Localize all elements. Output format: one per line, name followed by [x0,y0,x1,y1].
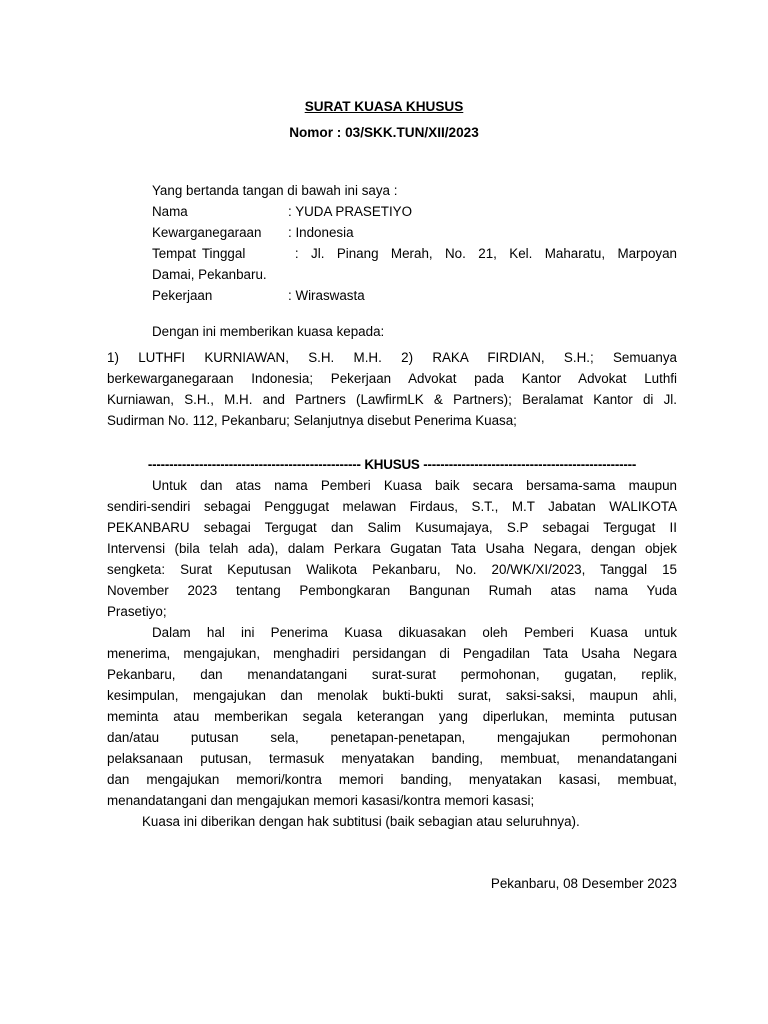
name-label: Nama [152,204,188,219]
paragraph2-line: pelaksanaan putusan, termasuk menyatakan banding, membuat, menandatangani [107,751,677,766]
paragraph2-line: kesimpulan, mengajukan dan menolak bukti-bukti surat, saksi-saksi, maupun ahli, [107,688,677,703]
occupation-value: : Wiraswasta [288,288,365,303]
grantor-intro: Yang bertanda tangan di bawah ini saya : [152,183,398,198]
grantor-address-line1: Tempat Tinggal : Jl. Pinang Merah, No. 21, Kel. Maharatu, Marpoyan [152,246,677,261]
grantor-occupation-row [107,285,677,306]
paragraph1-line: Intervensi (bila telah ada), dalam Perkara Gugatan Tata Usaha Negara, dengan objek [107,541,677,556]
grantor-address-line2: Damai, Pekanbaru. [152,267,267,282]
substitution-clause: Kuasa ini diberikan dengan hak subtitusi (baik sebagian atau seluruhnya). [142,814,580,829]
grantee-line: Kurniawan, S.H., M.H. and Partners (LawfirmLK & Partners); Beralamat Kantor di Jl. [107,392,677,407]
name-value: : YUDA PRASETIYO [288,204,413,219]
place-date: Pekanbaru, 08 Desember 2023 [490,876,677,891]
document-title: SURAT KUASA KHUSUS [304,99,464,114]
paragraph1-line: sengketa: Surat Keputusan Walikota Pekanbaru, No. 20/WK/XI/2023, Tanggal 15 [107,562,677,577]
grantee-section [107,321,677,342]
paragraph2-line: menerima, mengajukan, menghadiri persidangan di Pengadilan Tata Usaha Negara [107,646,677,661]
khusus-separator: -------------------------------------------------- KHUSUS -------------------------------------------------- [147,457,637,472]
paragraph2-line: dan/atau putusan sela, penetapan-penetapan, mengajukan permohonan [107,730,677,745]
citizenship-value: : Indonesia [288,225,354,240]
occupation-label: Pekerjaan [152,288,213,303]
paragraph1-line: PEKANBARU sebagai Tergugat dan Salim Kusumajaya, S.P sebagai Tergugat II [107,520,677,535]
grantee-intro: Dengan ini memberikan kuasa kepada: [152,324,385,339]
grantor-section [107,180,677,306]
grantor-citizenship-row [107,222,677,243]
paragraph2-line: menandatangani dan mengajukan memori kasasi/kontra memori kasasi; [107,793,535,808]
paragraph1-line: November 2023 tentang Pembongkaran Bangunan Rumah atas nama Yuda [107,583,677,598]
document-number: Nomor : 03/SKK.TUN/XII/2023 [289,125,479,140]
paragraph2-line: dan mengajukan memori/kontra memori banding, menyatakan kasasi, membuat, [107,772,677,787]
paragraph2-line: Pekanbaru, dan menandatangani surat-surat permohonan, gugatan, replik, [107,667,677,682]
paragraph1-line: Untuk dan atas nama Pemberi Kuasa baik secara bersama-sama maupun [152,478,677,493]
grantor-name-row [107,201,677,222]
grantee-details [107,347,677,431]
paragraph2-line: meminta atau memberikan segala keterangan yang diperlukan, meminta putusan [107,709,677,724]
paragraph1-line: sendiri-sendiri sebagai Penggugat melawan Firdaus, S.T., M.T Jabatan WALIKOTA [107,499,677,514]
citizenship-label: Kewarganegaraan [152,225,262,240]
special-section [107,454,677,832]
grantee-line: Sudirman No. 112, Pekanbaru; Selanjutnya disebut Penerima Kuasa; [107,413,517,428]
grantee-line: berkewarganegaraan Indonesia; Pekerjaan Advokat pada Kantor Advokat Luthfi [107,371,677,386]
grantee-line: 1) LUTHFI KURNIAWAN, S.H. M.H. 2) RAKA FIRDIAN, S.H.; Semuanya [107,350,677,365]
paragraph2-line: Dalam hal ini Penerima Kuasa dikuasakan oleh Pemberi Kuasa untuk [152,625,677,640]
paragraph1-line: Prasetiyo; [107,604,167,619]
